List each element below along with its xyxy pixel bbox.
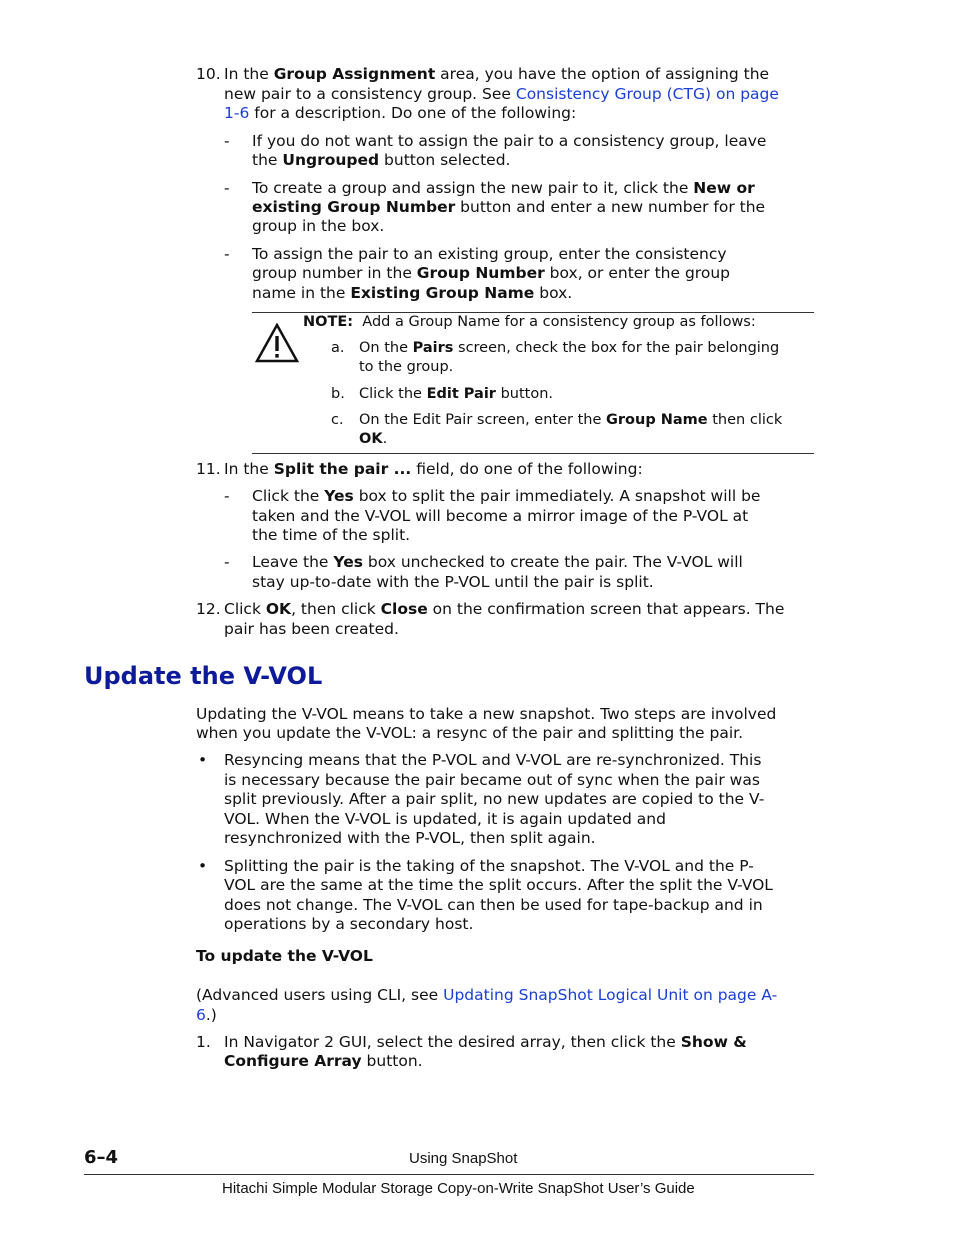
cli-reference: (Advanced users using CLI, see Updating SnapShot Logical Unit on page A- bbox=[196, 986, 778, 1004]
bullet-text: operations by a secondary host. bbox=[224, 915, 474, 933]
option-text: existing Group Number button and enter a new number for the bbox=[252, 198, 766, 216]
dash-bullet: - bbox=[224, 553, 230, 571]
step-number: 10. bbox=[196, 65, 221, 83]
option-text: name in the Existing Group Name box. bbox=[252, 284, 573, 302]
footer-rule bbox=[84, 1174, 814, 1175]
note-step-letter: b. bbox=[331, 386, 345, 402]
step-text: pair has been created. bbox=[224, 620, 399, 638]
note-intro: NOTE: Add a Group Name for a consistency group as follows: bbox=[303, 314, 756, 330]
bullet-text: VOL. When the V-VOL is updated, it is again updated and bbox=[224, 810, 666, 828]
dash-bullet: - bbox=[224, 179, 230, 197]
note-step-text: On the Edit Pair screen, enter the Group Name then click bbox=[359, 412, 783, 428]
cli-reference: 6.) bbox=[196, 1006, 217, 1024]
bullet-text: does not change. The V-VOL can then be used for tape-backup and in bbox=[224, 896, 763, 914]
option-text: To assign the pair to an existing group, enter the consistency bbox=[252, 245, 727, 263]
procedure-title: To update the V-VOL bbox=[196, 947, 373, 965]
bullet-text: is necessary because the pair became out of sync when the pair was bbox=[224, 771, 760, 789]
step-number: 12. bbox=[196, 600, 221, 618]
step-text: In the Split the pair ... field, do one of the following: bbox=[224, 460, 643, 478]
paragraph: Updating the V-VOL means to take a new snapshot. Two steps are involved bbox=[196, 705, 777, 723]
step-number: 11. bbox=[196, 460, 221, 478]
link-page-a-6[interactable]: 6 bbox=[196, 1006, 206, 1024]
option-text: To create a group and assign the new pair to it, click the New or bbox=[252, 179, 755, 197]
bullet-text: resynchronized with the P-VOL, then split again. bbox=[224, 829, 596, 847]
note-step-letter: a. bbox=[331, 340, 345, 356]
option-text: stay up-to-date with the P-VOL until the pair is split. bbox=[252, 573, 654, 591]
step-text: Configure Array button. bbox=[224, 1052, 423, 1070]
section-heading: Update the V-VOL bbox=[84, 662, 323, 690]
bullet-text: split previously. After a pair split, no new updates are copied to the V- bbox=[224, 790, 765, 808]
step-text: Click OK, then click Close on the confirmation screen that appears. The bbox=[224, 600, 785, 618]
bullet-text: VOL are the same at the time the split occurs. After the split the V-VOL bbox=[224, 876, 773, 894]
option-text: taken and the V-VOL will become a mirror image of the P-VOL at bbox=[252, 507, 749, 525]
step-text: new pair to a consistency group. See Consistency Group (CTG) on page bbox=[224, 85, 779, 103]
dash-bullet: - bbox=[224, 487, 230, 505]
note-step-text: Click the Edit Pair button. bbox=[359, 386, 554, 402]
link-consistency-group[interactable]: Consistency Group (CTG) on page bbox=[515, 85, 779, 103]
bullet-dot: • bbox=[198, 751, 208, 769]
note-step-text: On the Pairs screen, check the box for the pair belonging bbox=[359, 340, 780, 356]
link-page-1-6[interactable]: 1-6 bbox=[224, 104, 250, 122]
option-text: the Ungrouped button selected. bbox=[252, 151, 511, 169]
note-step-text: to the group. bbox=[359, 359, 454, 375]
step-text: 1-6 for a description. Do one of the following: bbox=[224, 104, 577, 122]
step-text: In the Group Assignment area, you have the option of assigning the bbox=[224, 65, 770, 83]
bullet-text: Splitting the pair is the taking of the snapshot. The V-VOL and the P- bbox=[224, 857, 754, 875]
link-updating-snapshot-lu[interactable]: Updating SnapShot Logical Unit on page A- bbox=[443, 986, 778, 1004]
step-number: 1. bbox=[196, 1033, 211, 1051]
dash-bullet: - bbox=[224, 132, 230, 150]
footer-guide-title: Hitachi Simple Modular Storage Copy-on-Write SnapShot User’s Guide bbox=[222, 1180, 695, 1197]
option-text: group in the box. bbox=[252, 217, 385, 235]
bullet-dot: • bbox=[198, 857, 208, 875]
option-text: Leave the Yes box unchecked to create the pair. The V-VOL will bbox=[252, 553, 743, 571]
footer-chapter: Using SnapShot bbox=[409, 1150, 518, 1167]
warning-triangle-icon bbox=[255, 323, 299, 363]
option-text: the time of the split. bbox=[252, 526, 411, 544]
step-text: In Navigator 2 GUI, select the desired array, then click the Show & bbox=[224, 1033, 747, 1051]
dash-bullet: - bbox=[224, 245, 230, 263]
note-bottom-rule bbox=[252, 453, 814, 454]
option-text: group number in the Group Number box, or enter the group bbox=[252, 264, 730, 282]
bullet-text: Resyncing means that the P-VOL and V-VOL are re-synchronized. This bbox=[224, 751, 762, 769]
note-step-letter: c. bbox=[331, 412, 344, 428]
option-text: If you do not want to assign the pair to a consistency group, leave bbox=[252, 132, 767, 150]
option-text: Click the Yes box to split the pair immediately. A snapshot will be bbox=[252, 487, 761, 505]
page-number: 6–4 bbox=[84, 1147, 119, 1168]
note-step-text: OK. bbox=[359, 431, 388, 447]
paragraph: when you update the V-VOL: a resync of the pair and splitting the pair. bbox=[196, 724, 744, 742]
